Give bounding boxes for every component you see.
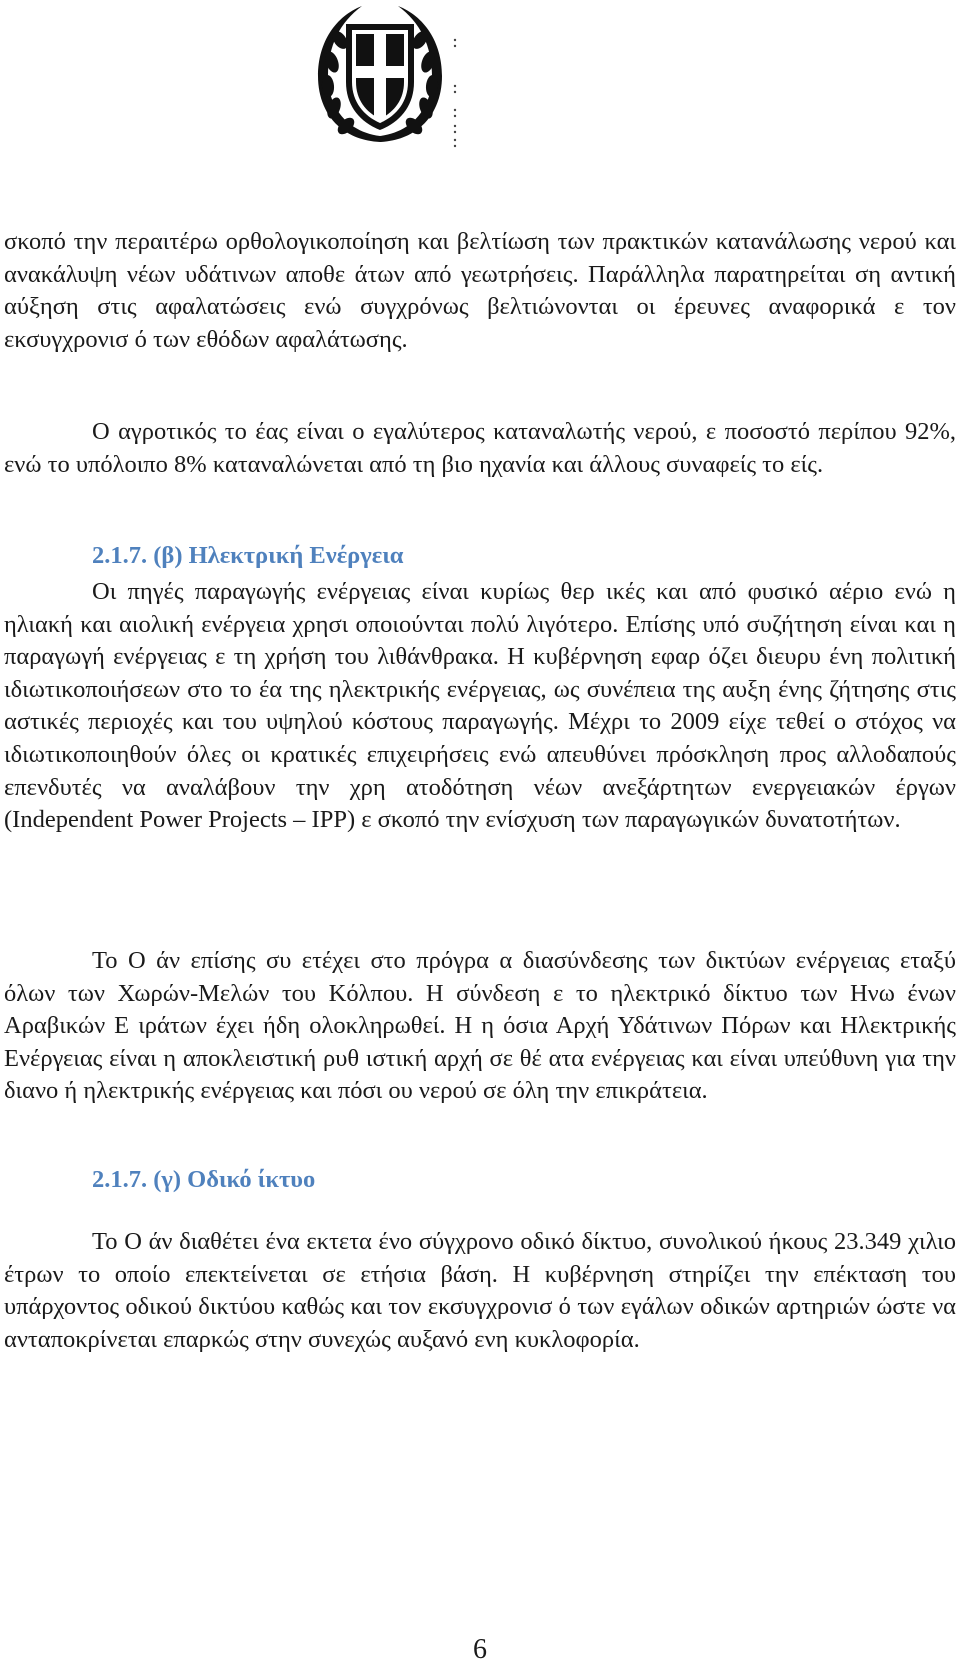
emblem-graphic <box>310 2 450 150</box>
paragraph-water-policy: σκοπό την περαιτέρω ορθολογικοποίηση και βελτίωση των πρακτικών κατανάλωσης νερού και ανακάλυψη νέων υδάτινων αποθε άτων από γεωτρήσεις. Παράλληλα παρατηρείται ση αντική αύξηση στις αφαλατώσεις ενώ συγχρόνως βελτιώνονται οι έρευνες αναφορικά ε τον εκσυγχρονισ ό των εθόδων αφαλάτωσης. <box>4 228 956 353</box>
paragraph-grid-interconnection: Το Ο άν επίσης συ ετέχει στο πρόγρα α διασύνδεσης των δικτύων ενέργειας εταξύ όλων των Χωρών-Μελών του Κόλπου. Η σύνδεση ε το ηλεκτρικό δίκτυο των Ηνω ένων Αραβικών Ε ιράτων έχει ήδη ολοκληρωθεί. Η η όσια Αρχή Υδάτινων Πόρων και Ηλεκτρικής Ενέργειας είναι η αποκλειστική ρυθ ιστική αρχή σε θέ ατα ενέργειας και είναι υπεύθυνη για την διανο ή ηλεκτρικής ενέργειας και πόσι ου νερού σε όλη την επικράτεια. <box>4 947 956 1105</box>
paragraph-road-network: Το Ο άν διαθέτει ένα εκτετα ένο σύγχρονο οδικό δίκτυο, συνολικού ήκους 23.349 χιλιο έτρων το οποίο επεκτείνεται σε ετήσια βάση. Η κυβέρνηση στηρίζει την επέκταση του υπάρχοντος οδικού δικτύου καθώς και τον εκσυγχρονισ ό των εγάλων οδικών αρτηριών ώστε να ανταποκρίνεται επαρκώς στην συνεχώς αυξανό ενη κυκλοφορία. <box>4 1228 956 1353</box>
grid-section-text <box>4 945 956 1108</box>
water-section-text <box>4 226 956 356</box>
section-heading-road-network: 2.1.7. (γ) Οδικό ίκτυο <box>92 1166 316 1193</box>
agriculture-section-text <box>4 416 956 481</box>
road-section-heading-wrap <box>4 1164 956 1196</box>
electric-section-text <box>4 576 956 837</box>
road-section-text <box>4 1226 956 1356</box>
page-number: 6 <box>473 1634 487 1665</box>
electric-section-heading-wrap <box>4 540 956 572</box>
vertical-dots-mark <box>451 30 459 148</box>
section-heading-electric-energy: 2.1.7. (β) Ηλεκτρική Ενέργεια <box>92 542 404 569</box>
coat-of-arms-emblem <box>310 2 450 150</box>
paragraph-energy-sources: Οι πηγές παραγωγής ενέργειας είναι κυρίως θερ ικές και από φυσικό αέριο ενώ η ηλιακή και αιολική ενέργεια χρησι οποιούνται πολύ λιγότερο. Επίσης υπό συζήτηση είναι και η παραγωγή ενέργειας ε τη χρήση του λιθάνθρακα. Η κυβέρνηση εφαρ όζει διευρυ ένη πολιτική ιδιωτικοποιήσεων στο το έα της ηλεκτρικής ενέργειας, ως συνέπεια της αυξη ένης ζήτησης στις αστικές περιοχές και του υψηλού κόστους παραγωγής. Μέχρι το 2009 είχε τεθεί ο στόχος να ιδιωτικοποιηθούν όλες οι κρατικές επιχειρήσεις ενώ απευθύνει πρόσκληση προς αλλοδαπούς επενδυτές να αναλάβουν την χρη ατοδότηση νέων ανεξάρτητων ενεργειακών έργων (Independent Power Projects – IPP) ε σκοπό την ενίσχυση των παραγωγικών δυνατοτήτων. <box>4 578 956 834</box>
paragraph-agriculture: Ο αγροτικός το έας είναι ο εγαλύτερος καταναλωτής νερού, ε ποσοστό περίπου 92%, ενώ το υπόλοιπο 8% καταναλώνεται από τη βιο ηχανία και άλλους συναφείς το είς. <box>4 418 956 478</box>
